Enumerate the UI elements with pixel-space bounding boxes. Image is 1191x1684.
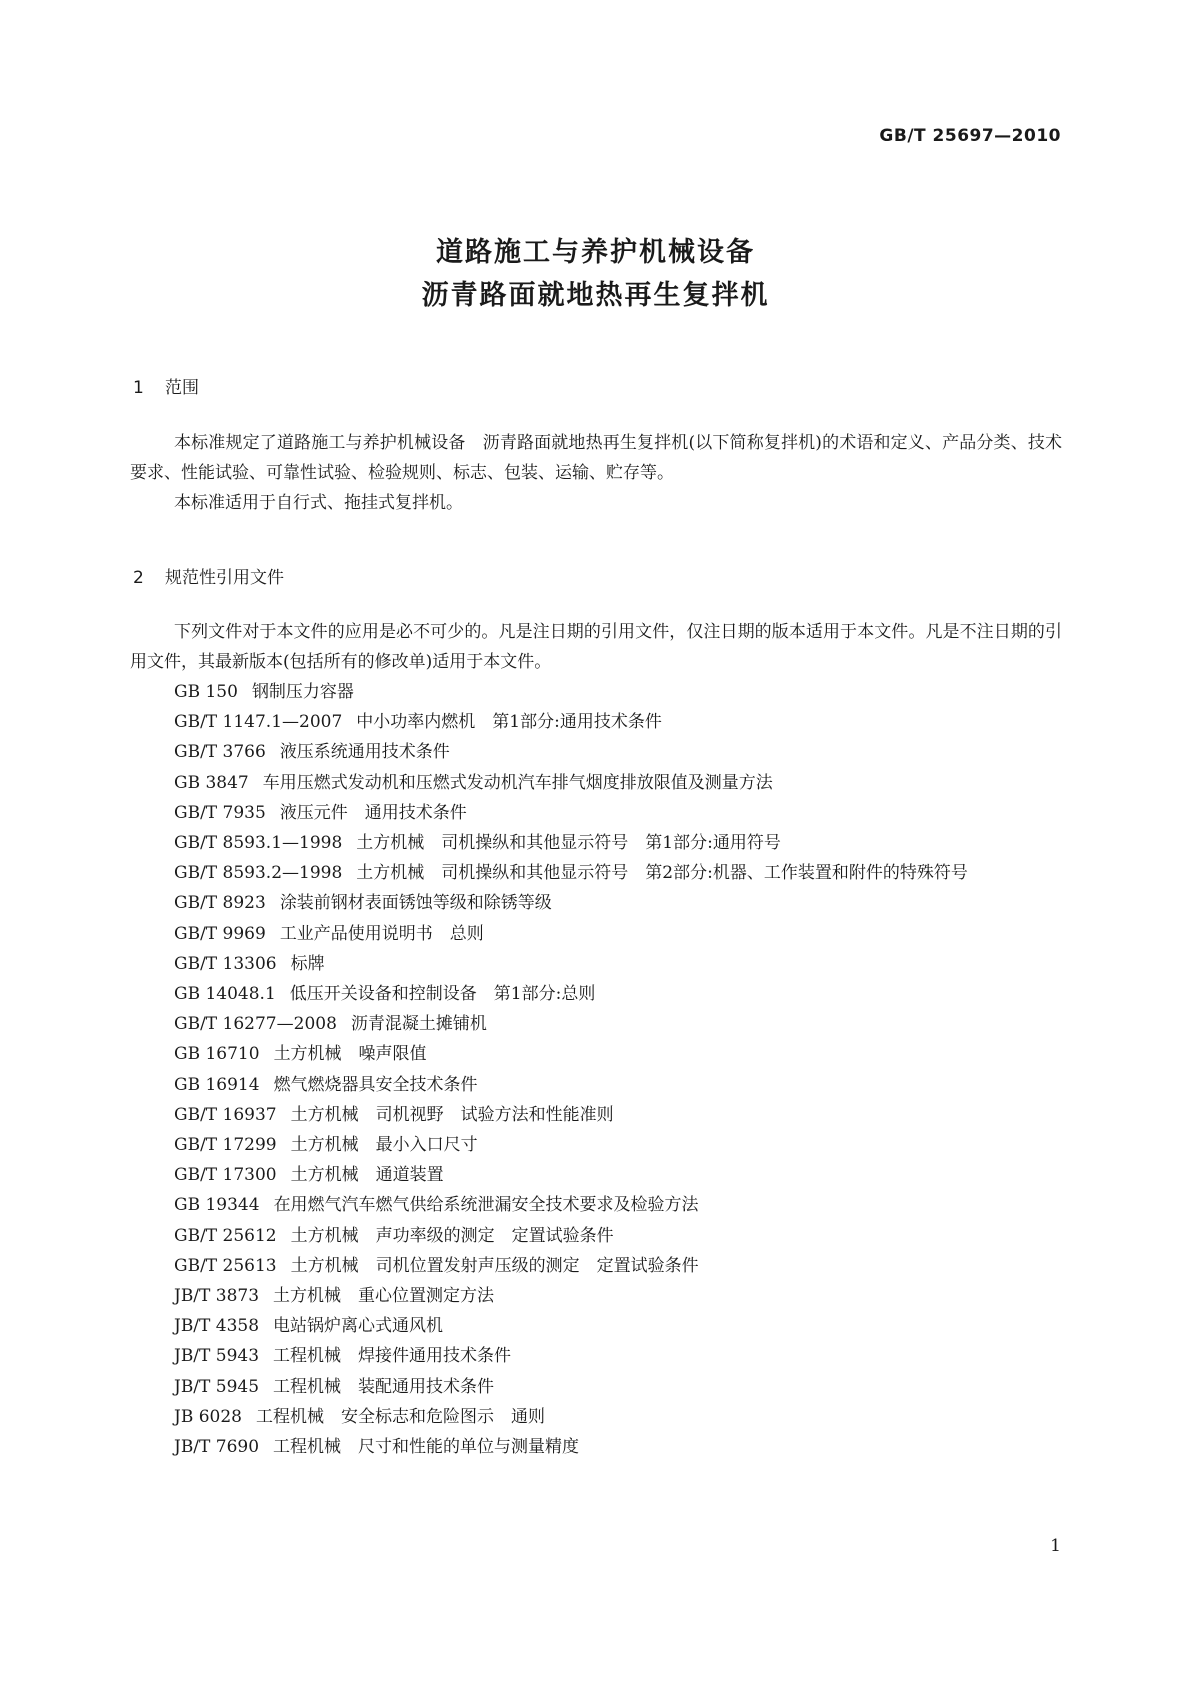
reference-code: JB 6028 (174, 1406, 242, 1427)
reference-code: GB/T 9969 (174, 923, 266, 944)
reference-code: GB/T 1147.1—2007 (174, 712, 343, 733)
reference-item (130, 1039, 1062, 1069)
reference-title: 工程机械 安全标志和危险图示 通则 (255, 1406, 545, 1427)
reference-item (130, 798, 1062, 828)
reference-item (130, 888, 1062, 918)
reference-item (130, 737, 1062, 767)
reference-code: GB 16710 (174, 1044, 260, 1065)
reference-title: 沥青混凝土摊铺机 (350, 1014, 487, 1035)
reference-code: GB/T 17300 (174, 1165, 277, 1186)
reference-code: GB/T 25613 (174, 1255, 277, 1276)
reference-code: GB 14048.1 (174, 984, 276, 1005)
reference-item (130, 949, 1062, 979)
reference-title: 涂装前钢材表面锈蚀等级和除锈等级 (279, 893, 552, 914)
reference-list (130, 677, 1062, 1462)
section-2-number: 2 (133, 568, 144, 588)
reference-title: 土方机械 声功率级的测定 定置试验条件 (290, 1225, 614, 1246)
reference-item (130, 1070, 1062, 1100)
reference-title: 土方机械 噪声限值 (273, 1044, 427, 1065)
page-number: 1 (1050, 1536, 1061, 1556)
reference-code: GB/T 16937 (174, 1104, 277, 1125)
references-intro: 下列文件对于本文件的应用是必不可少的。凡是注日期的引用文件，仅注日期的版本适用于本文件。凡是不注日期的引用文件，其最新版本(包括所有的修改单)适用于本文件。 (130, 622, 1062, 672)
document-title-line-1: 道路施工与养护机械设备 (436, 237, 755, 268)
reference-item (130, 828, 1062, 858)
section-1-heading (133, 373, 199, 398)
reference-item (130, 1281, 1062, 1311)
reference-code: GB 19344 (174, 1195, 260, 1216)
reference-title: 在用燃气汽车燃气供给系统泄漏安全技术要求及检验方法 (273, 1195, 699, 1216)
reference-title: 低压开关设备和控制设备 第1部分:总则 (289, 984, 596, 1005)
reference-title: 土方机械 重心位置测定方法 (273, 1286, 495, 1307)
section-2-title: 规范性引用文件 (165, 568, 284, 588)
reference-title: 工程机械 尺寸和性能的单位与测量精度 (273, 1437, 580, 1458)
reference-code: GB/T 17299 (174, 1135, 277, 1156)
reference-code: JB/T 5943 (174, 1346, 260, 1367)
reference-title: 土方机械 最小入口尺寸 (290, 1135, 478, 1156)
reference-item (130, 1251, 1062, 1281)
reference-code: GB 150 (174, 682, 238, 702)
reference-item (130, 979, 1062, 1009)
scope-paragraph-2: 本标准适用于自行式、拖挂式复拌机。 (174, 493, 463, 513)
reference-title: 车用压燃式发动机和压燃式发动机汽车排气烟度排放限值及测量方法 (262, 772, 773, 793)
reference-item (130, 1190, 1062, 1220)
reference-title: 标牌 (290, 953, 325, 974)
reference-title: 液压元件 通用技术条件 (279, 802, 467, 823)
reference-title: 燃气燃烧器具安全技术条件 (273, 1074, 478, 1095)
reference-code: GB 3847 (174, 772, 249, 793)
reference-title: 工程机械 焊接件通用技术条件 (273, 1346, 512, 1367)
reference-title: 土方机械 司机位置发射声压级的测定 定置试验条件 (290, 1255, 699, 1276)
reference-title: 液压系统通用技术条件 (279, 742, 450, 763)
reference-code: GB/T 16277—2008 (174, 1014, 337, 1035)
reference-item (130, 858, 1062, 888)
reference-code: JB/T 7690 (174, 1437, 260, 1458)
reference-title: 电站锅炉离心式通风机 (273, 1316, 444, 1337)
reference-item (130, 1130, 1062, 1160)
section-2-heading (133, 563, 284, 588)
reference-item (130, 1432, 1062, 1462)
reference-item (130, 1160, 1062, 1190)
reference-item (130, 768, 1062, 798)
reference-item (130, 919, 1062, 949)
reference-title: 土方机械 司机操纵和其他显示符号 第2部分:机器、工作装置和附件的特殊符号 (356, 863, 968, 884)
section-1-number: 1 (133, 378, 144, 398)
reference-code: GB/T 13306 (174, 953, 277, 974)
reference-title: 钢制压力容器 (251, 682, 354, 702)
document-title-line-2: 沥青路面就地热再生复拌机 (421, 280, 770, 311)
reference-item (130, 1311, 1062, 1341)
reference-title: 工业产品使用说明书 总则 (279, 923, 484, 944)
reference-item (130, 1402, 1062, 1432)
reference-code: GB/T 3766 (174, 742, 266, 763)
reference-item (130, 1009, 1062, 1039)
reference-code: JB/T 4358 (174, 1316, 260, 1337)
reference-code: GB/T 8923 (174, 893, 266, 914)
reference-title: 土方机械 司机视野 试验方法和性能准则 (290, 1104, 614, 1125)
reference-code: JB/T 3873 (174, 1286, 260, 1307)
reference-item (130, 1372, 1062, 1402)
reference-item (130, 1100, 1062, 1130)
reference-title: 中小功率内燃机 第1部分:通用技术条件 (356, 712, 662, 733)
reference-code: GB/T 8593.2—1998 (174, 863, 343, 884)
reference-title: 工程机械 装配通用技术条件 (273, 1376, 495, 1397)
reference-code: GB/T 8593.1—1998 (174, 833, 343, 854)
reference-item (130, 677, 1062, 707)
reference-code: GB/T 25612 (174, 1225, 277, 1246)
reference-code: JB/T 5945 (174, 1376, 260, 1397)
standard-code: GB/T 25697—2010 (879, 126, 1061, 146)
reference-title: 土方机械 通道装置 (290, 1165, 444, 1186)
reference-code: GB 16914 (174, 1074, 260, 1095)
reference-code: GB/T 7935 (174, 802, 266, 823)
reference-item (130, 1341, 1062, 1371)
scope-paragraph-1: 本标准规定了道路施工与养护机械设备 沥青路面就地热再生复拌机(以下简称复拌机)的术语和定义、产品分类、技术要求、性能试验、可靠性试验、检验规则、标志、包装、运输、贮存等。 (130, 433, 1062, 483)
reference-item (130, 707, 1062, 737)
section-1-title: 范围 (165, 378, 199, 398)
reference-item (130, 1221, 1062, 1251)
reference-title: 土方机械 司机操纵和其他显示符号 第1部分:通用符号 (356, 833, 781, 854)
